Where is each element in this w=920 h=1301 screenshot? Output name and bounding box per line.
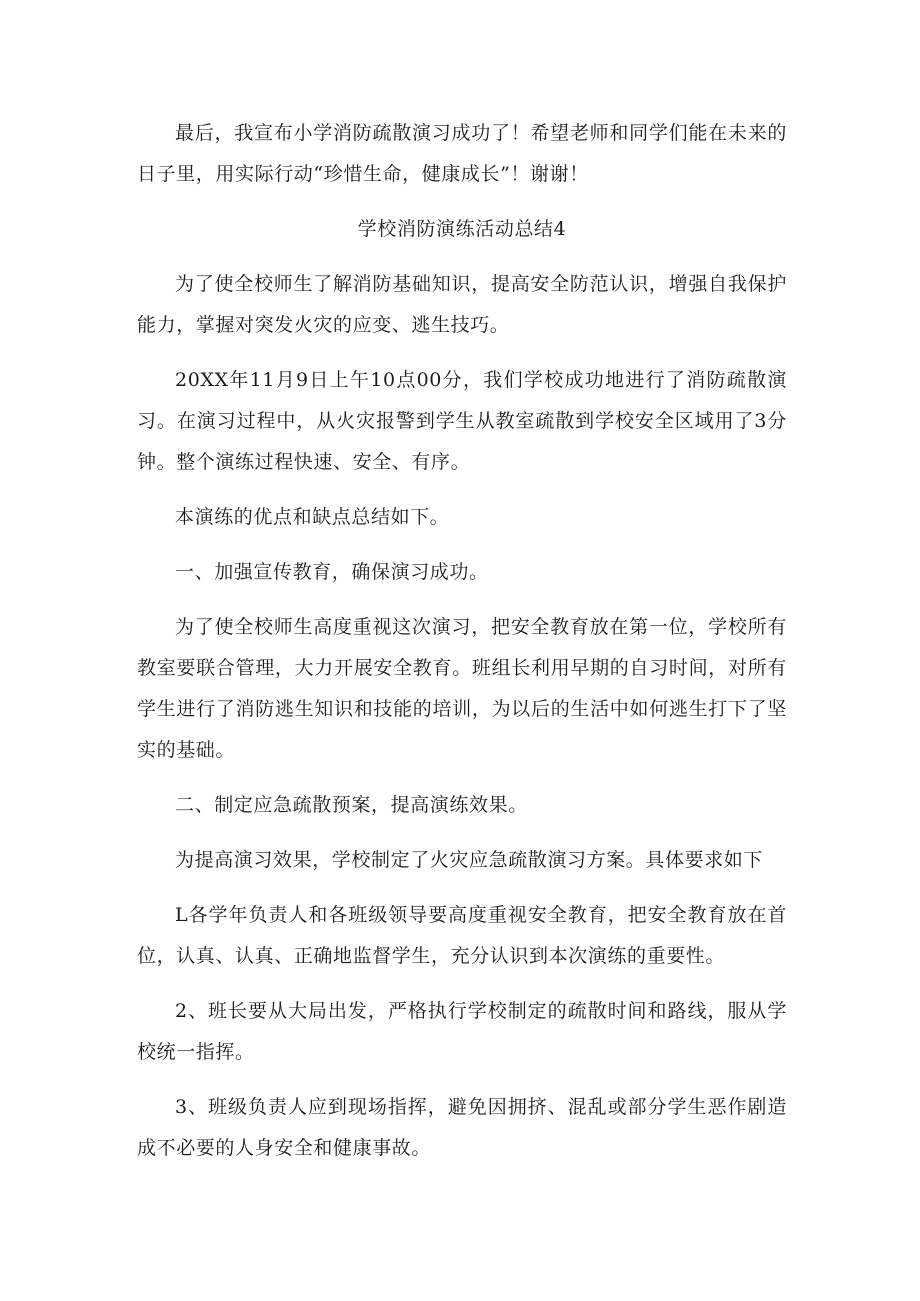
- summary-lead-paragraph: 本演练的优点和缺点总结如下。: [175, 506, 450, 528]
- drill-date-paragraph: 20XX年11月9日上午10点00分，我们学校成功地进行了消防疏散演习。在演习过程中，从火灾报警到学生从教室疏散到学校安全区域用了3分钟。整个演练过程快速、安全、有序。: [137, 369, 787, 473]
- requirement-1: L各学年负责人和各班级领导要高度重视安全教育，把安全教育放在首位，认真、认真、正确地监督学生，充分认识到本次演练的重要性。: [137, 904, 787, 967]
- section-title: 学校消防演练活动总结4: [357, 218, 567, 240]
- closing-paragraph: 最后，我宣布小学消防疏散演习成功了！希望老师和同学们能在未来的日子里，用实际行动“珍惜生命，健康成长”！谢谢！: [137, 122, 787, 185]
- document-body: [137, 113, 787, 1183]
- requirement-3: 3、班级负责人应到现场指挥，避免因拥挤、混乱或部分学生恶作剧造成不必要的人身安全和健康事故。: [137, 1096, 787, 1159]
- heading-one: 一、加强宣传教育，确保演习成功。: [175, 561, 489, 583]
- plan-paragraph: 为提高演习效果，学校制定了火灾应急疏散演习方案。具体要求如下: [175, 849, 764, 871]
- requirement-2: 2、班长要从大局出发，严格执行学校制定的疏散时间和路线，服从学校统一指挥。: [137, 1000, 787, 1063]
- intro-paragraph: 为了使全校师生了解消防基础知识，提高安全防范认识，增强自我保护能力，掌握对突发火灾的应变、逃生技巧。: [137, 273, 787, 336]
- education-paragraph: 为了使全校师生高度重视这次演习，把安全教育放在第一位，学校所有教室要联合管理，大力开展安全教育。班组长利用早期的自习时间，对所有学生进行了消防逃生知识和技能的培训，为以后的生活中如何逃生打下了坚实的基础。: [137, 616, 787, 761]
- heading-two: 二、制定应急疏散预案，提高演练效果。: [175, 794, 528, 816]
